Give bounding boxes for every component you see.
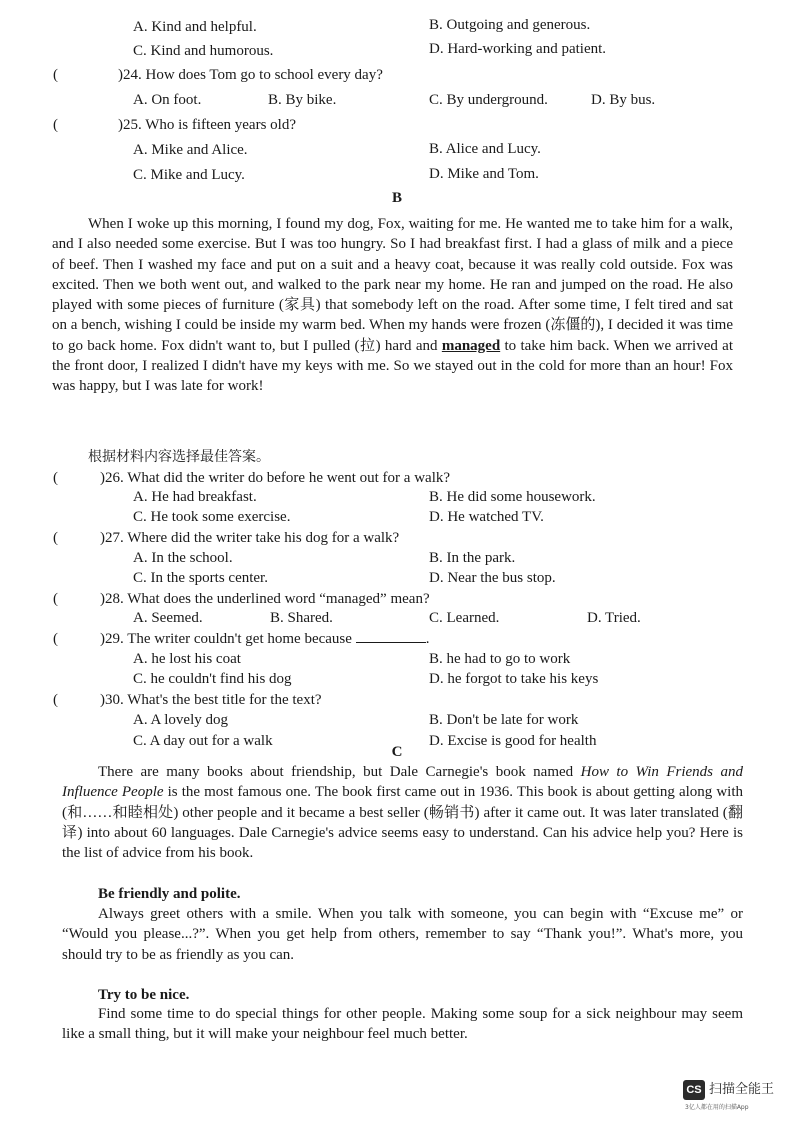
q29-stem-end: .: [425, 631, 430, 647]
q29-option-a: A. he lost his coat: [133, 651, 241, 667]
section-b-passage: [52, 214, 733, 397]
watermark-name: 扫描全能王: [709, 1082, 775, 1097]
camscanner-logo-icon: CS: [683, 1080, 705, 1100]
passage-b-end: to take him back. When we arrived at the front door, I realized I didn't have my keys with me. So we stayed out in the cold for more than an hour! Fox was happy, but I was late for work!: [52, 337, 734, 395]
q29-paren: (: [53, 631, 58, 647]
q29-stem-line: [100, 629, 429, 649]
q26-stem: )26. What did the writer do before he went out for a walk?: [100, 470, 451, 486]
section-c-paragraph-2: Always greet others with a smile. When you talk with someone, you can begin with “Excuse me” or “Would you please...?”. When you get help from others, remember to say “Thank you!”. What's more, you should try to be as friendly as you can.: [62, 906, 743, 963]
q30-option-d: D. Excise is good for health: [429, 733, 597, 749]
q28-option-b: B. Shared.: [270, 610, 333, 626]
q25-paren: (: [53, 117, 58, 133]
q24-option-a: A. On foot.: [133, 92, 202, 108]
q27-option-c: C. In the sports center.: [133, 570, 268, 586]
q29-option-d: D. he forgot to take his keys: [429, 671, 599, 687]
q29-stem: )29. The writer couldn't get home because: [100, 631, 352, 647]
answer-blank: [356, 630, 426, 643]
section-c-paragraph-1: [62, 762, 743, 863]
section-b-heading: B: [391, 190, 402, 206]
section-c-heading: C: [391, 744, 403, 760]
scanner-watermark: [683, 1080, 783, 1114]
q29-option-b: B. he had to go to work: [429, 651, 571, 667]
q28-stem: )28. What does the underlined word “managed” mean?: [100, 591, 430, 607]
q25-stem: )25. Who is fifteen years old?: [118, 117, 297, 133]
q30-paren: (: [53, 692, 58, 708]
q25-option-b: B. Alice and Lucy.: [429, 141, 541, 157]
q28-option-c: C. Learned.: [429, 610, 500, 626]
q25-option-d: D. Mike and Tom.: [429, 166, 539, 182]
q29-option-c: C. he couldn't find his dog: [133, 671, 292, 687]
q28-option-d: D. Tried.: [587, 610, 641, 626]
c-p1-end: is the most famous one. The book first came out in 1936. This book is about getting along with (和……和睦相处) other people and it became a best seller (畅销书) after it came out. It was later translated (翻译) into about 60 languages. Dale Carnegie's advice seems easy to understand. Can his advice help you? Here is the list of advice from his book.: [62, 784, 744, 862]
q30-option-c: C. A day out for a walk: [133, 733, 273, 749]
q26-option-d: D. He watched TV.: [429, 509, 544, 525]
q27-option-a: A. In the school.: [133, 550, 233, 566]
q27-paren: (: [53, 530, 58, 546]
q30-option-b: B. Don't be late for work: [429, 712, 579, 728]
passage-b-text: When I woke up this morning, I found my dog, Fox, waiting for me. He wanted me to take him for a walk, and I also needed some exercise. But I was too hungry. So I had breakfast first. I had a glass of milk and a piece of beef. Then I washed my face and put on a suit and a heavy coat, because it was really cold outside. Fox was excited. Then we both went out, and walked to the park near my home. He ran and jumped on the road. He also played with some pieces of furniture (家具) that somebody left on the road. After some time, I felt tired and sat on a bench, wishing I could be inside my warm bed. When my hands were frozen (冻僵的), I decided it was time to go back home. Fox didn't want to, but I pulled (拉) hard and: [52, 216, 733, 354]
q28-paren: (: [53, 591, 58, 607]
q24-paren: (: [53, 67, 58, 83]
q24-option-c: C. By underground.: [429, 92, 548, 108]
q27-option-d: D. Near the bus stop.: [429, 570, 556, 586]
q24-stem: )24. How does Tom go to school every day?: [118, 67, 383, 83]
q25-option-a: A. Mike and Alice.: [133, 142, 248, 158]
q23-option-d: D. Hard-working and patient.: [429, 41, 607, 57]
instruction-text: 根据材料内容选择最佳答案。: [88, 449, 270, 465]
q26-option-b: B. He did some housework.: [429, 489, 596, 505]
q30-option-a: A. A lovely dog: [133, 712, 229, 728]
q26-option-a: A. He had breakfast.: [133, 489, 257, 505]
q24-option-d: D. By bus.: [591, 92, 656, 108]
q27-stem: )27. Where did the writer take his dog for a walk?: [100, 530, 400, 546]
q26-paren: (: [53, 470, 58, 486]
book-title: How to Win Friends and Influence People: [62, 764, 743, 801]
heading-be-friendly: Be friendly and polite.: [98, 886, 241, 902]
q26-option-c: C. He took some exercise.: [133, 509, 291, 525]
watermark-subtitle: 3亿人都在用的扫描App: [685, 1104, 749, 1111]
section-c-paragraph-3: Find some time to do special things for other people. Making some soup for a sick neighbour may seem like a small thing, but it will make your neighbour feel much better.: [62, 1006, 743, 1043]
c-p1-start: There are many books about friendship, but Dale Carnegie's book named: [98, 764, 574, 780]
q25-option-c: C. Mike and Lucy.: [133, 167, 245, 183]
q23-option-a: A. Kind and helpful.: [133, 19, 257, 35]
underlined-word-managed: managed: [441, 337, 501, 354]
q23-option-b: B. Outgoing and generous.: [429, 17, 591, 33]
q24-option-b: B. By bike.: [268, 92, 337, 108]
heading-try-to-be-nice: Try to be nice.: [98, 987, 190, 1003]
q30-stem: )30. What's the best title for the text?: [100, 692, 322, 708]
q23-option-c: C. Kind and humorous.: [133, 43, 274, 59]
q28-option-a: A. Seemed.: [133, 610, 203, 626]
q27-option-b: B. In the park.: [429, 550, 516, 566]
